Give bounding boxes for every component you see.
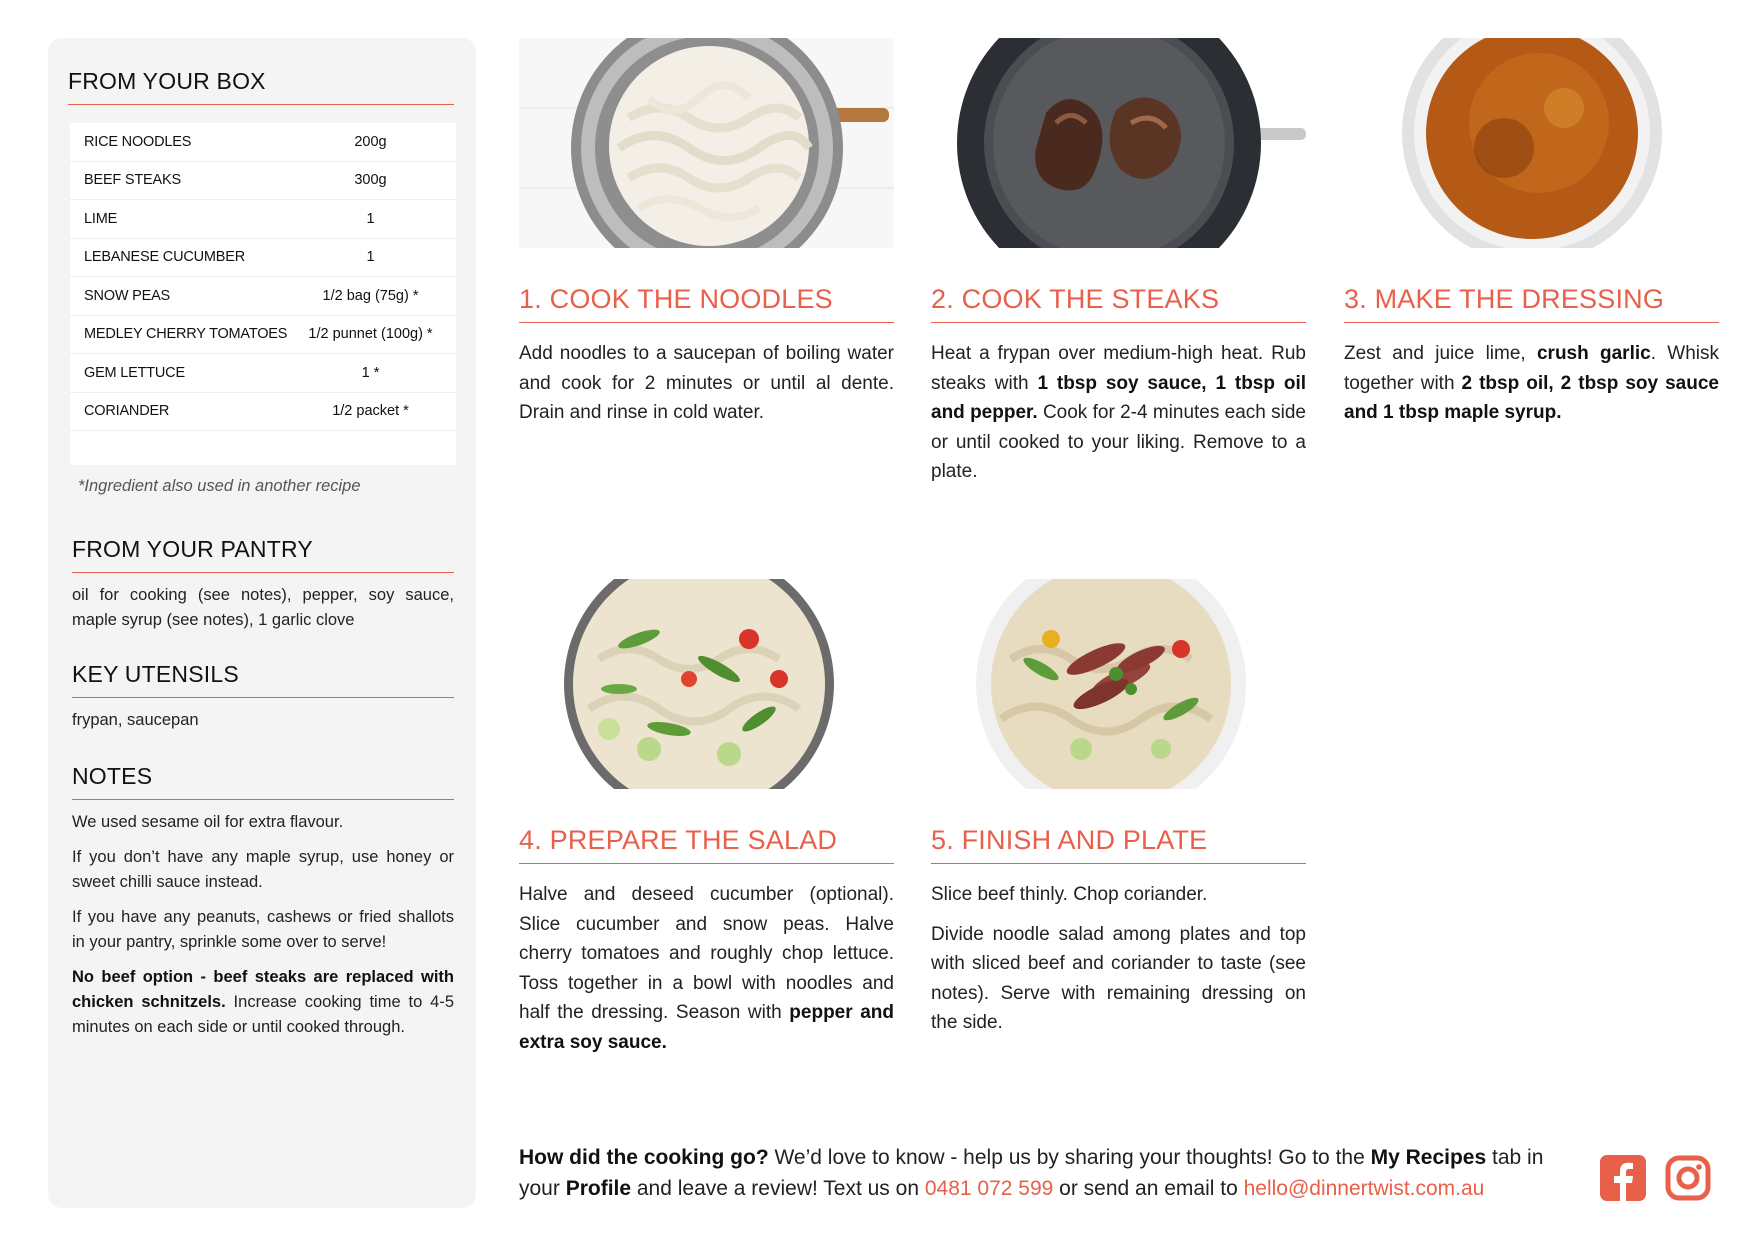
step-1-title: 1. COOK THE NOODLES bbox=[519, 284, 894, 323]
notes-heading: NOTES bbox=[72, 763, 454, 800]
table-row bbox=[70, 162, 456, 201]
ingredient-qty: 1 * bbox=[361, 364, 380, 381]
table-row bbox=[70, 239, 456, 278]
table-row bbox=[70, 393, 456, 432]
review-footer bbox=[519, 1142, 1579, 1204]
table-row bbox=[70, 277, 456, 316]
step-2-title: 2. COOK THE STEAKS bbox=[931, 284, 1306, 323]
step-3-bold-a: crush garlic bbox=[1536, 343, 1651, 364]
ingredient-qty: 1/2 punnet (100g) * bbox=[308, 326, 433, 343]
step-1-text: Add noodles to a saucepan of boiling water and cook for 2 minutes or until al dente. Drain and rinse in cold water. bbox=[519, 343, 894, 423]
note-2: If you don’t have any maple syrup, use honey or sweet chilli sauce instead. bbox=[72, 848, 454, 891]
ingredient-qty: 300g bbox=[354, 172, 387, 189]
step-4-bold-a: pepper and extra soy sauce. bbox=[519, 1002, 895, 1053]
utensils-heading: KEY UTENSILS bbox=[72, 661, 454, 698]
footer-text-3: and leave a review! Text us on bbox=[631, 1177, 925, 1200]
dressing-photo bbox=[1344, 38, 1719, 248]
note-4 bbox=[72, 965, 454, 1040]
footer-profile: Profile bbox=[565, 1177, 632, 1200]
pantry-text: oil for cooking (see notes), pepper, soy sauce, maple syrup (see notes), 1 garlic clove bbox=[72, 586, 454, 629]
table-row bbox=[70, 316, 456, 355]
step-2-text-a: Heat a frypan over medium-high heat. Rub steaks with bbox=[931, 343, 1306, 394]
ingredient-name: MEDLEY CHERRY TOMATOES bbox=[84, 326, 288, 343]
from-your-box-heading: FROM YOUR BOX bbox=[68, 68, 454, 105]
step-3-text bbox=[1344, 339, 1719, 428]
utensils-text: frypan, saucepan bbox=[72, 711, 199, 729]
footer-bold-question: How did the cooking go? bbox=[519, 1146, 769, 1169]
phone-link[interactable]: 0481 072 599 bbox=[924, 1177, 1054, 1200]
footer-text-4: or send an email to bbox=[1053, 1177, 1244, 1200]
step-1 bbox=[519, 38, 894, 428]
table-row bbox=[70, 200, 456, 239]
footer-text-2: tab in your bbox=[519, 1146, 1544, 1200]
table-row bbox=[70, 123, 456, 162]
step-2 bbox=[931, 38, 1306, 487]
table-row bbox=[70, 354, 456, 393]
steaks-photo bbox=[931, 38, 1306, 248]
facebook-icon[interactable] bbox=[1600, 1155, 1646, 1206]
step-5 bbox=[931, 579, 1306, 1038]
note-4-rest: Increase cooking time to 4-5 minutes on each side or until cooked through. bbox=[72, 993, 454, 1036]
ingredient-name: CORIANDER bbox=[84, 403, 170, 420]
step-3-title: 3. MAKE THE DRESSING bbox=[1344, 284, 1719, 323]
step-4-text-a: Halve and deseed cucumber (optional). Slice cucumber and snow peas. Halve cherry tomatoes and roughly chop lettuce. Toss together in a bowl with noodles and half the dressing. Season with bbox=[519, 884, 894, 1023]
ingredient-qty: 200g bbox=[354, 133, 387, 150]
ingredient-footnote: *Ingredient also used in another recipe bbox=[78, 477, 361, 495]
plate-photo bbox=[931, 579, 1306, 789]
pantry-section bbox=[70, 536, 454, 633]
step-3-text-b: . Whisk together with bbox=[1344, 343, 1719, 394]
step-5-title: 5. FINISH AND PLATE bbox=[931, 825, 1306, 864]
step-4 bbox=[519, 579, 894, 1057]
ingredient-name: LIME bbox=[84, 210, 118, 227]
ingredient-name: GEM LETTUCE bbox=[84, 364, 185, 381]
step-5-text-1: Slice beef thinly. Chop coriander. bbox=[931, 884, 1208, 905]
notes-section bbox=[70, 763, 454, 1040]
step-3-text-a: Zest and juice lime, bbox=[1344, 343, 1537, 364]
step-4-text bbox=[519, 880, 894, 1057]
footer-my-recipes: My Recipes bbox=[1370, 1146, 1487, 1169]
step-3-bold-b: 2 tbsp oil, 2 tbsp soy sauce and 1 tbsp maple syrup. bbox=[1344, 372, 1719, 423]
note-4-bold: No beef option - beef steaks are replaced with chicken schnitzels. bbox=[72, 968, 454, 1011]
step-2-text bbox=[931, 339, 1306, 487]
ingredient-qty: 1/2 packet * bbox=[332, 403, 409, 420]
step-2-text-b: Cook for 2-4 minutes each side or until cooked to your liking. Remove to a plate. bbox=[931, 402, 1306, 482]
noodles-photo bbox=[519, 38, 894, 248]
instagram-icon[interactable] bbox=[1665, 1155, 1711, 1206]
ingredient-qty: 1 bbox=[366, 210, 375, 227]
utensils-section bbox=[70, 661, 454, 733]
note-1: We used sesame oil for extra flavour. bbox=[72, 813, 344, 831]
ingredient-name: BEEF STEAKS bbox=[84, 172, 181, 189]
pantry-heading: FROM YOUR PANTRY bbox=[72, 536, 454, 573]
ingredient-qty: 1 bbox=[366, 249, 375, 266]
ingredient-name: SNOW PEAS bbox=[84, 287, 171, 304]
footer-text-1: We’d love to know - help us by sharing your thoughts! Go to the bbox=[768, 1146, 1371, 1169]
ingredient-name: LEBANESE CUCUMBER bbox=[84, 249, 245, 266]
step-3 bbox=[1344, 38, 1719, 428]
ingredient-name: RICE NOODLES bbox=[84, 133, 192, 150]
step-5-text-2: Divide noodle salad among plates and top with sliced beef and coriander to taste (see notes). Serve with remaining dressing on the side. bbox=[931, 923, 1306, 1033]
ingredient-qty: 1/2 bag (75g) * bbox=[322, 287, 419, 304]
step-2-bold-a: 1 tbsp soy sauce, 1 tbsp oil and pepper. bbox=[931, 372, 1307, 423]
salad-photo bbox=[519, 579, 894, 789]
email-link[interactable]: hello@dinnertwist.com.au bbox=[1243, 1177, 1485, 1200]
ingredients-panel bbox=[48, 38, 476, 1208]
note-3: If you have any peanuts, cashews or fried shallots in your pantry, sprinkle some over to serve! bbox=[72, 908, 454, 951]
step-4-title: 4. PREPARE THE SALAD bbox=[519, 825, 894, 864]
ingredients-table bbox=[70, 123, 456, 465]
